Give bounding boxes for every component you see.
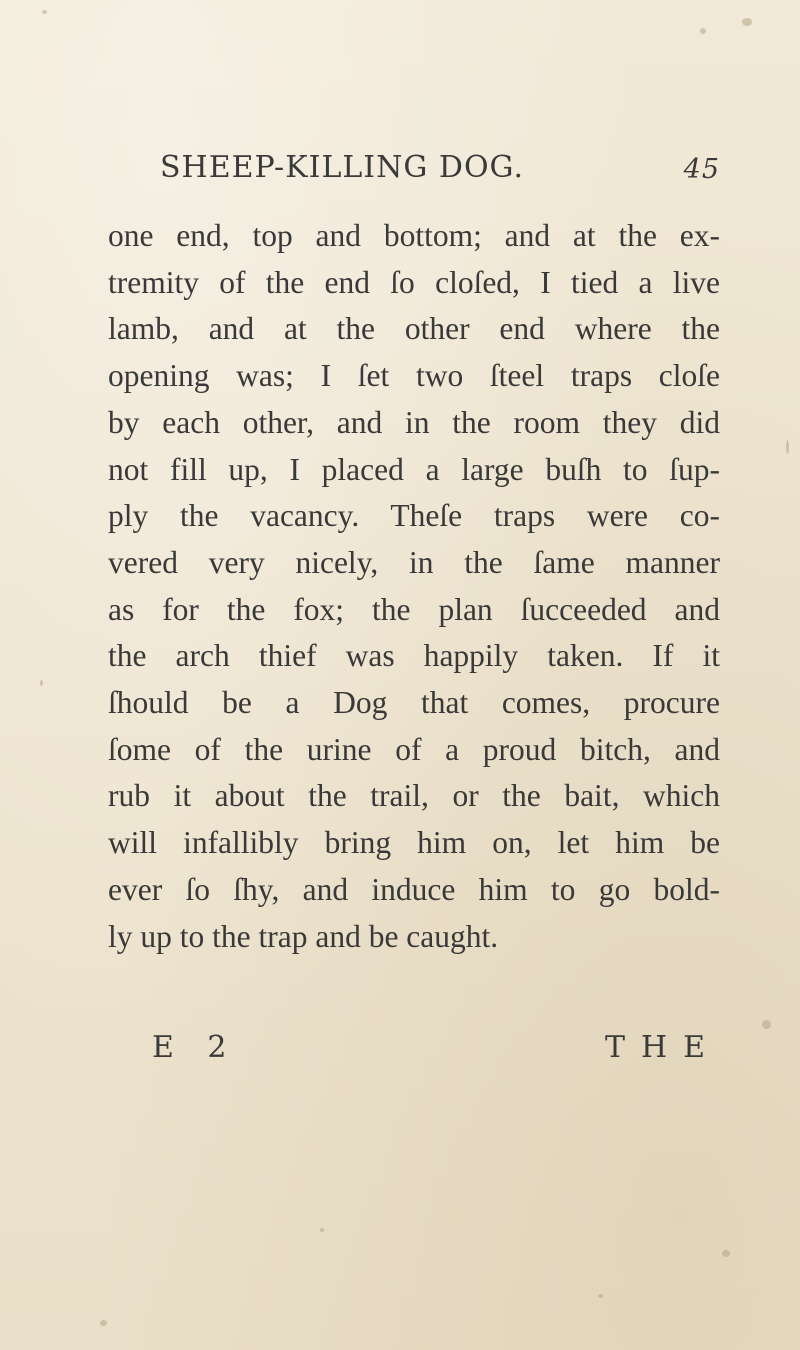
text-line: ſome of the urine of a proud bitch, and xyxy=(108,731,720,767)
text-line: ſhould be a Dog that comes, procure xyxy=(108,685,720,721)
text-line: the arch thief was happily taken. If it xyxy=(108,638,720,674)
signature-mark: E 2 xyxy=(152,1030,239,1065)
paper-speck xyxy=(742,18,752,26)
text-line: as for the fox; the plan ſucceeded and xyxy=(108,591,720,627)
text-line: opening was; I ſet two ſteel traps cloſe xyxy=(108,358,720,394)
page-number: 45 xyxy=(683,154,720,185)
paper-speck xyxy=(762,1020,771,1029)
text-line: tremity of the end ſo cloſed, I tied a live xyxy=(108,264,720,300)
text-line: will infallibly bring him on, let him be xyxy=(108,825,720,861)
paper-speck xyxy=(40,680,43,686)
text-line: one end, top and bottom; and at the ex- xyxy=(108,218,720,253)
text-line: by each other, and in the room they did xyxy=(108,404,720,440)
paper-speck xyxy=(722,1250,730,1257)
page-footer xyxy=(0,1030,800,1080)
paper-speck xyxy=(42,10,47,14)
text-line: ever ſo ſhy, and induce him to go bold- xyxy=(108,871,720,907)
paper-speck xyxy=(700,28,706,34)
text-line: lamb, and at the other end where the xyxy=(108,311,720,347)
text-line: ply the vacancy. Theſe traps were co- xyxy=(108,498,720,534)
catchword: THE xyxy=(605,1030,722,1065)
paper-speck xyxy=(100,1320,107,1326)
text-line: not fill up, I placed a large buſh to ſup- xyxy=(108,451,720,487)
text-line: rub it about the trail, or the bait, which xyxy=(108,778,720,814)
running-head xyxy=(160,150,720,200)
text-line: ly up to the trap and be caught. xyxy=(108,918,499,954)
running-title: SHEEP-KILLING DOG. xyxy=(160,150,524,185)
paper-speck xyxy=(320,1228,324,1232)
paper-speck xyxy=(786,440,789,454)
text-line: vered very nicely, in the ſame manner xyxy=(108,544,720,580)
paper-speck xyxy=(598,1294,603,1298)
body-text xyxy=(108,213,720,960)
